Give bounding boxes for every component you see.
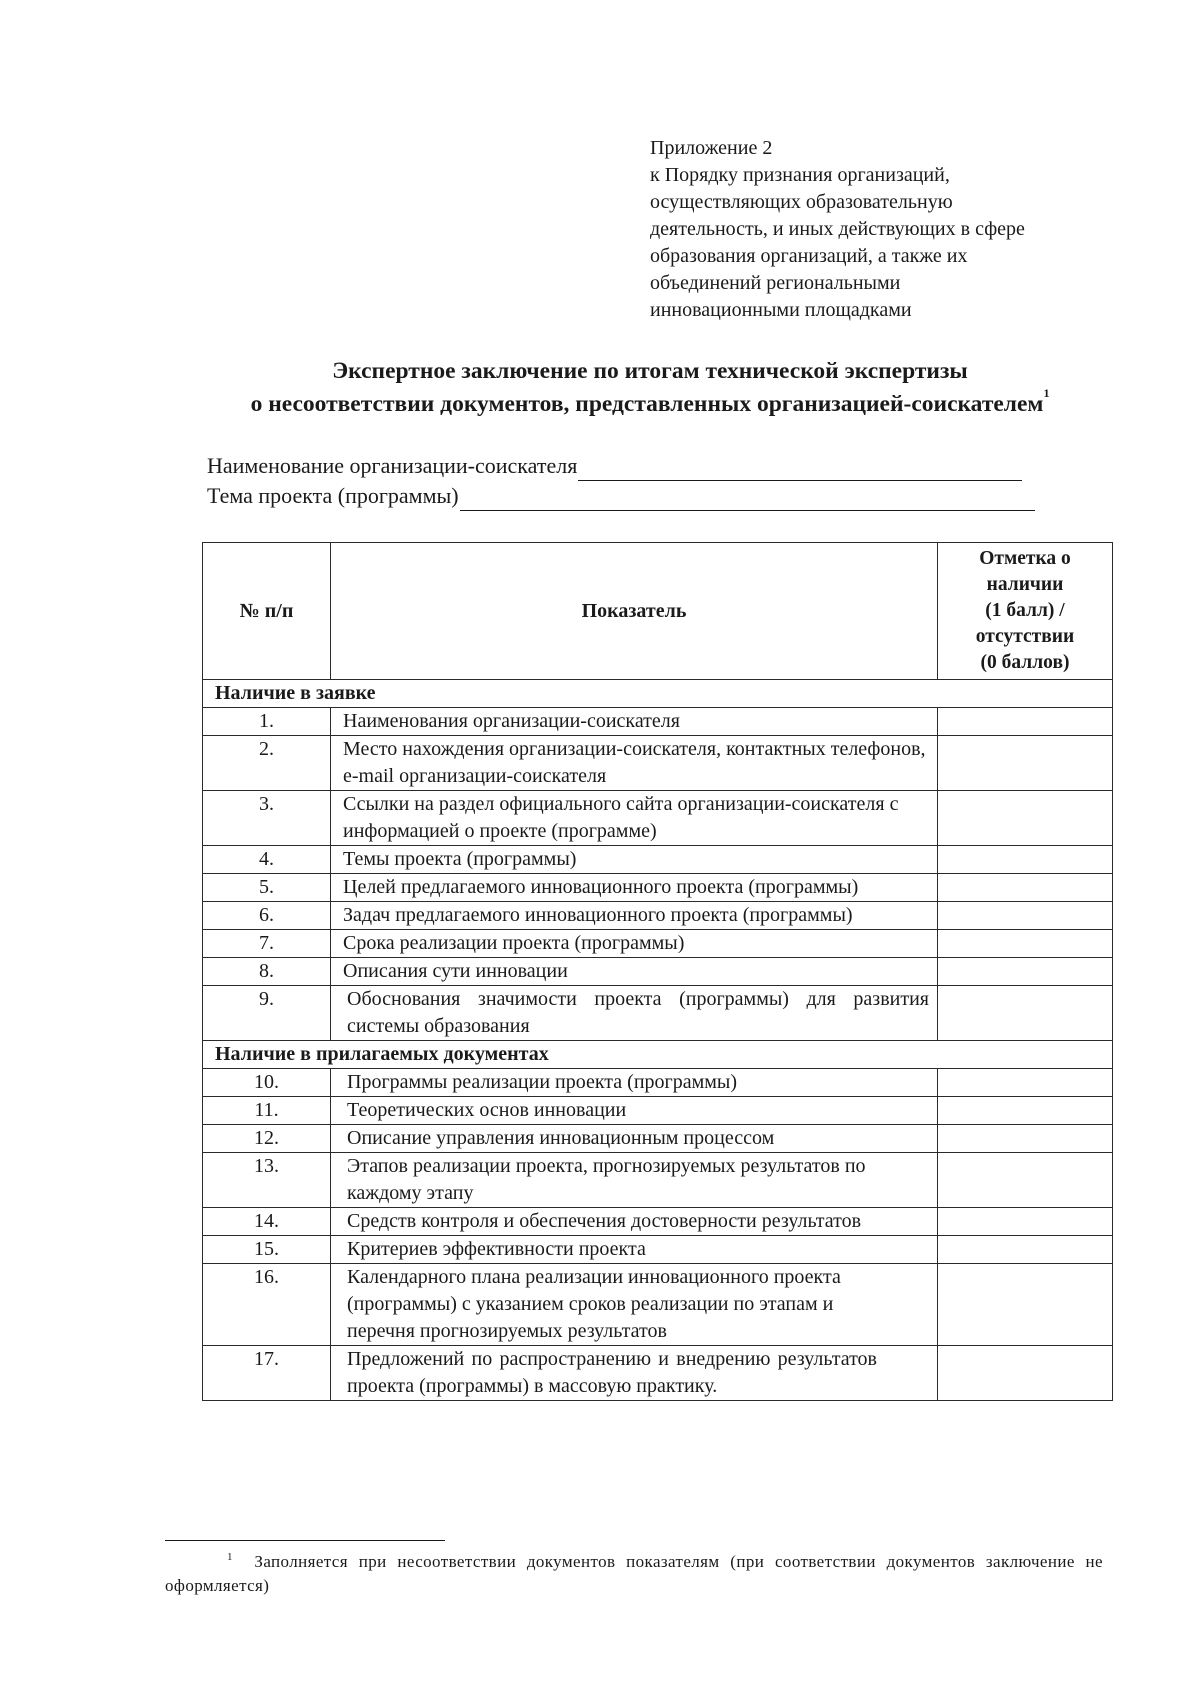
row-number: 6. [203, 902, 331, 930]
header-indicator: Показатель [331, 543, 938, 680]
criteria-table [202, 542, 1113, 1401]
header-mark-line: наличии [986, 574, 1064, 595]
org-name-row [207, 451, 1087, 481]
row-indicator: Предложений по распространению и внедрению результатов проекта (программы) в массовую практику. [331, 1346, 938, 1401]
title-line-2 [150, 388, 1150, 421]
row-number: 13. [203, 1153, 331, 1208]
table-row [203, 1236, 1113, 1264]
appendix-line: образования организаций, а также их [650, 245, 968, 267]
appendix-line: объединений региональными [650, 272, 901, 294]
section-title: Наличие в прилагаемых документах [203, 1041, 1113, 1069]
row-indicator: Срока реализации проекта (программы) [331, 930, 938, 958]
title-line-2-text: о несоответствии документов, представленных организацией-соискателем [250, 391, 1044, 417]
row-number: 17. [203, 1346, 331, 1401]
table-row [203, 930, 1113, 958]
project-topic-label: Тема проекта (программы) [207, 483, 459, 508]
table-row [203, 1208, 1113, 1236]
row-number: 5. [203, 874, 331, 902]
row-number: 14. [203, 1208, 331, 1236]
org-name-blank-line[interactable] [578, 459, 1022, 481]
row-mark-cell[interactable] [938, 1097, 1113, 1125]
table-row [203, 1097, 1113, 1125]
document-title [150, 355, 1150, 421]
table-row [203, 1346, 1113, 1401]
row-number: 7. [203, 930, 331, 958]
footnote-separator [165, 1540, 445, 1541]
footnote-mark: 1 [227, 1551, 233, 1563]
table-row [203, 874, 1113, 902]
row-number: 12. [203, 1125, 331, 1153]
row-indicator: Описания сути инновации [331, 958, 938, 986]
appendix-line: Приложение 2 [650, 137, 773, 159]
section-row [203, 1041, 1113, 1069]
row-mark-cell[interactable] [938, 902, 1113, 930]
row-indicator: Критериев эффективности проекта [331, 1236, 938, 1264]
row-mark-cell[interactable] [938, 958, 1113, 986]
table-header-row [203, 543, 1113, 680]
section-row [203, 680, 1113, 708]
row-indicator: Календарного плана реализации инновационного проекта (программы) с указанием сроков реализации по этапам и перечня прогнозируемых результатов [331, 1264, 938, 1346]
project-topic-blank-line[interactable] [460, 489, 1035, 511]
header-num: № п/п [203, 543, 331, 680]
row-number: 9. [203, 986, 331, 1041]
table-row [203, 1264, 1113, 1346]
row-indicator: Задач предлагаемого инновационного проекта (программы) [331, 902, 938, 930]
footnote-reference: 1 [1043, 386, 1050, 400]
table-row [203, 846, 1113, 874]
table-row [203, 902, 1113, 930]
section-title: Наличие в заявке [203, 680, 1113, 708]
row-indicator: Наименования организации-соискателя [331, 708, 938, 736]
footnote-text: Заполняется при несоответствии документов показателям (при соответствии документов заключение не оформляется) [165, 1552, 1103, 1595]
table-row [203, 791, 1113, 846]
row-mark-cell[interactable] [938, 1208, 1113, 1236]
appendix-line: к Порядку признания организаций, [650, 164, 950, 186]
row-mark-cell[interactable] [938, 708, 1113, 736]
row-number: 3. [203, 791, 331, 846]
row-mark-cell[interactable] [938, 1153, 1113, 1208]
appendix-line: инновационными площадками [650, 299, 912, 321]
row-mark-cell[interactable] [938, 1236, 1113, 1264]
org-name-label: Наименование организации-соискателя [207, 453, 578, 478]
row-mark-cell[interactable] [938, 791, 1113, 846]
fill-in-fields [207, 451, 1087, 511]
table-row [203, 708, 1113, 736]
row-indicator: Место нахождения организации-соискателя, контактных телефонов, e-mail организации-соискателя [331, 736, 938, 791]
row-mark-cell[interactable] [938, 986, 1113, 1041]
header-mark-line: отсутствии [975, 626, 1075, 647]
header-mark-line: (0 баллов) [980, 652, 1070, 673]
table-row [203, 1069, 1113, 1097]
row-indicator: Ссылки на раздел официального сайта организации-соискателя с информацией о проекте (программе) [331, 791, 938, 846]
appendix-block [650, 135, 1150, 324]
row-mark-cell[interactable] [938, 1264, 1113, 1346]
appendix-line: деятельность, и иных действующих в сфере [650, 218, 1025, 240]
table-row [203, 736, 1113, 791]
row-number: 16. [203, 1264, 331, 1346]
row-mark-cell[interactable] [938, 846, 1113, 874]
row-indicator: Темы проекта (программы) [331, 846, 938, 874]
row-indicator: Этапов реализации проекта, прогнозируемых результатов по каждому этапу [331, 1153, 938, 1208]
table-row [203, 958, 1113, 986]
appendix-line: осуществляющих образовательную [650, 191, 953, 213]
row-indicator: Обоснования значимости проекта (программы) для развития системы образования [331, 986, 938, 1041]
row-mark-cell[interactable] [938, 1346, 1113, 1401]
header-mark-line: Отметка о [979, 548, 1071, 569]
row-indicator: Теоретических основ инновации [331, 1097, 938, 1125]
row-mark-cell[interactable] [938, 874, 1113, 902]
row-mark-cell[interactable] [938, 736, 1113, 791]
footnote-paragraph [165, 1550, 1103, 1598]
row-number: 1. [203, 708, 331, 736]
table-row [203, 1153, 1113, 1208]
row-mark-cell[interactable] [938, 930, 1113, 958]
project-topic-row [207, 481, 1087, 511]
row-number: 10. [203, 1069, 331, 1097]
row-number: 11. [203, 1097, 331, 1125]
row-number: 2. [203, 736, 331, 791]
title-line-1: Экспертное заключение по итогам технической экспертизы [332, 358, 968, 384]
row-indicator: Целей предлагаемого инновационного проекта (программы) [331, 874, 938, 902]
row-indicator: Средств контроля и обеспечения достоверности результатов [331, 1208, 938, 1236]
table-row [203, 986, 1113, 1041]
header-mark [938, 543, 1113, 680]
footnote [165, 1550, 1103, 1598]
table-row [203, 1125, 1113, 1153]
row-number: 8. [203, 958, 331, 986]
header-mark-line: (1 балл) / [985, 600, 1065, 621]
row-indicator: Программы реализации проекта (программы) [331, 1069, 938, 1097]
row-indicator: Описание управления инновационным процессом [331, 1125, 938, 1153]
row-mark-cell[interactable] [938, 1125, 1113, 1153]
row-number: 4. [203, 846, 331, 874]
row-mark-cell[interactable] [938, 1069, 1113, 1097]
row-number: 15. [203, 1236, 331, 1264]
